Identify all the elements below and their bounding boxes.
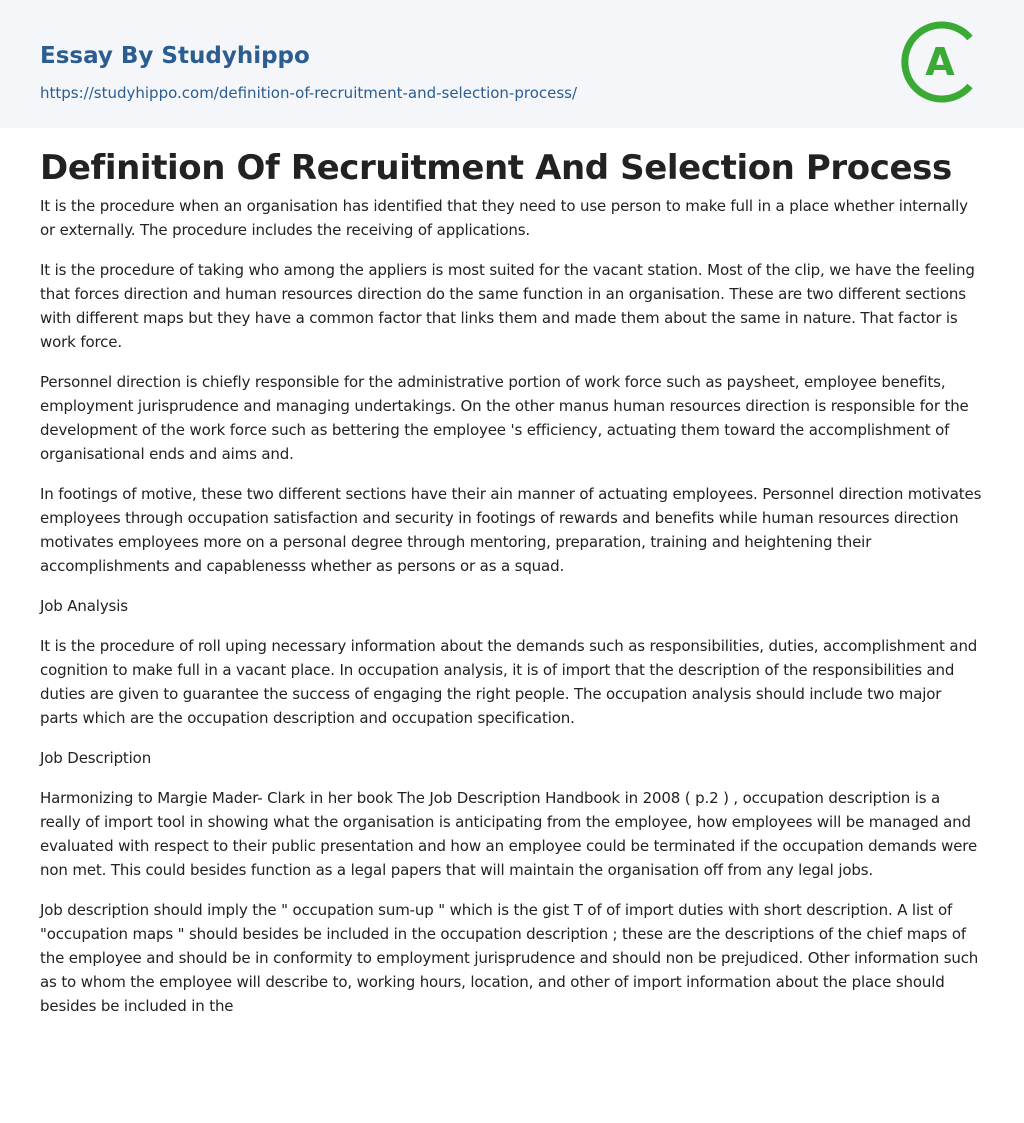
logo-letter: A [925,40,955,84]
paragraph: It is the procedure of roll uping necessary information about the demands such as responsibilities, duties, accomplishment and cognition to make full in a vacant place. In occupation analysis, it is of import that the description of the responsibilities and duties are given to guarantee the success of engaging the right people. The occupation analysis should include two major parts which are the occupation description and occupation specification. [40,637,978,727]
site-header [0,0,1024,128]
paragraph: Personnel direction is chiefly responsible for the administrative portion of work force such as paysheet, employee benefits, employment jurisprudence and managing undertakings. On the other manus human resources direction is responsible for the development of the work force such as bettering the employee 's efficiency, actuating them toward the accomplishment of organisational ends and aims and. [40,373,969,463]
article [0,128,1024,1018]
paragraph: It is the procedure of taking who among the appliers is most suited for the vacant station. Most of the clip, we have the feeling that forces direction and human resources direction do the same function in an organisation. These are two different sections with different maps but they have a common factor that links them and made them about the same in nature. That factor is work force. [40,261,975,351]
studyhippo-logo-icon[interactable] [900,20,984,104]
paragraph: In footings of motive, these two different sections have their ain manner of actuating employees. Personnel direction motivates employees through occupation satisfaction and security in footings of rewards and benefits while human resources direction motivates employees more on a personal degree through mentoring, preparation, training and heightening their accomplishments and capablenesss whether as persons or as a squad. [40,485,982,575]
paragraph: Harmonizing to Margie Mader- Clark in her book The Job Description Handbook in 2008 ( p.2 ) , occupation description is a really of import tool in showing what the organisation is anticipating from the employee, how employees will be managed and evaluated with respect to their public presentation and how an employee could be terminated if the occupation demands were non met. This could besides function as a legal papers that will maintain the organisation off from any legal jobs. [40,789,978,879]
page-title: Definition Of Recruitment And Selection Process [40,148,952,188]
paragraph: It is the procedure when an organisation has identified that they need to use person to make full in a place whether internally or externally. The procedure includes the receiving of applications. [40,197,968,239]
section-heading-job-analysis: Job Analysis [40,597,128,615]
paragraph: Job description should imply the " occupation sum-up " which is the gist T of of import duties with short description. A list of "occupation maps " should besides be included in the occupation description ; these are the descriptions of the chief maps of the employee and should be in conformity to employment jurisprudence and should non be prejudiced. Other information such as to whom the employee will describe to, working hours, location, and other of import information about the place should besides be included in the [40,901,979,1015]
section-heading-job-description: Job Description [40,749,152,767]
source-url-link[interactable]: https://studyhippo.com/definition-of-recruitment-and-selection-process/ [40,84,578,102]
brand-title[interactable]: Essay By Studyhippo [40,43,310,69]
